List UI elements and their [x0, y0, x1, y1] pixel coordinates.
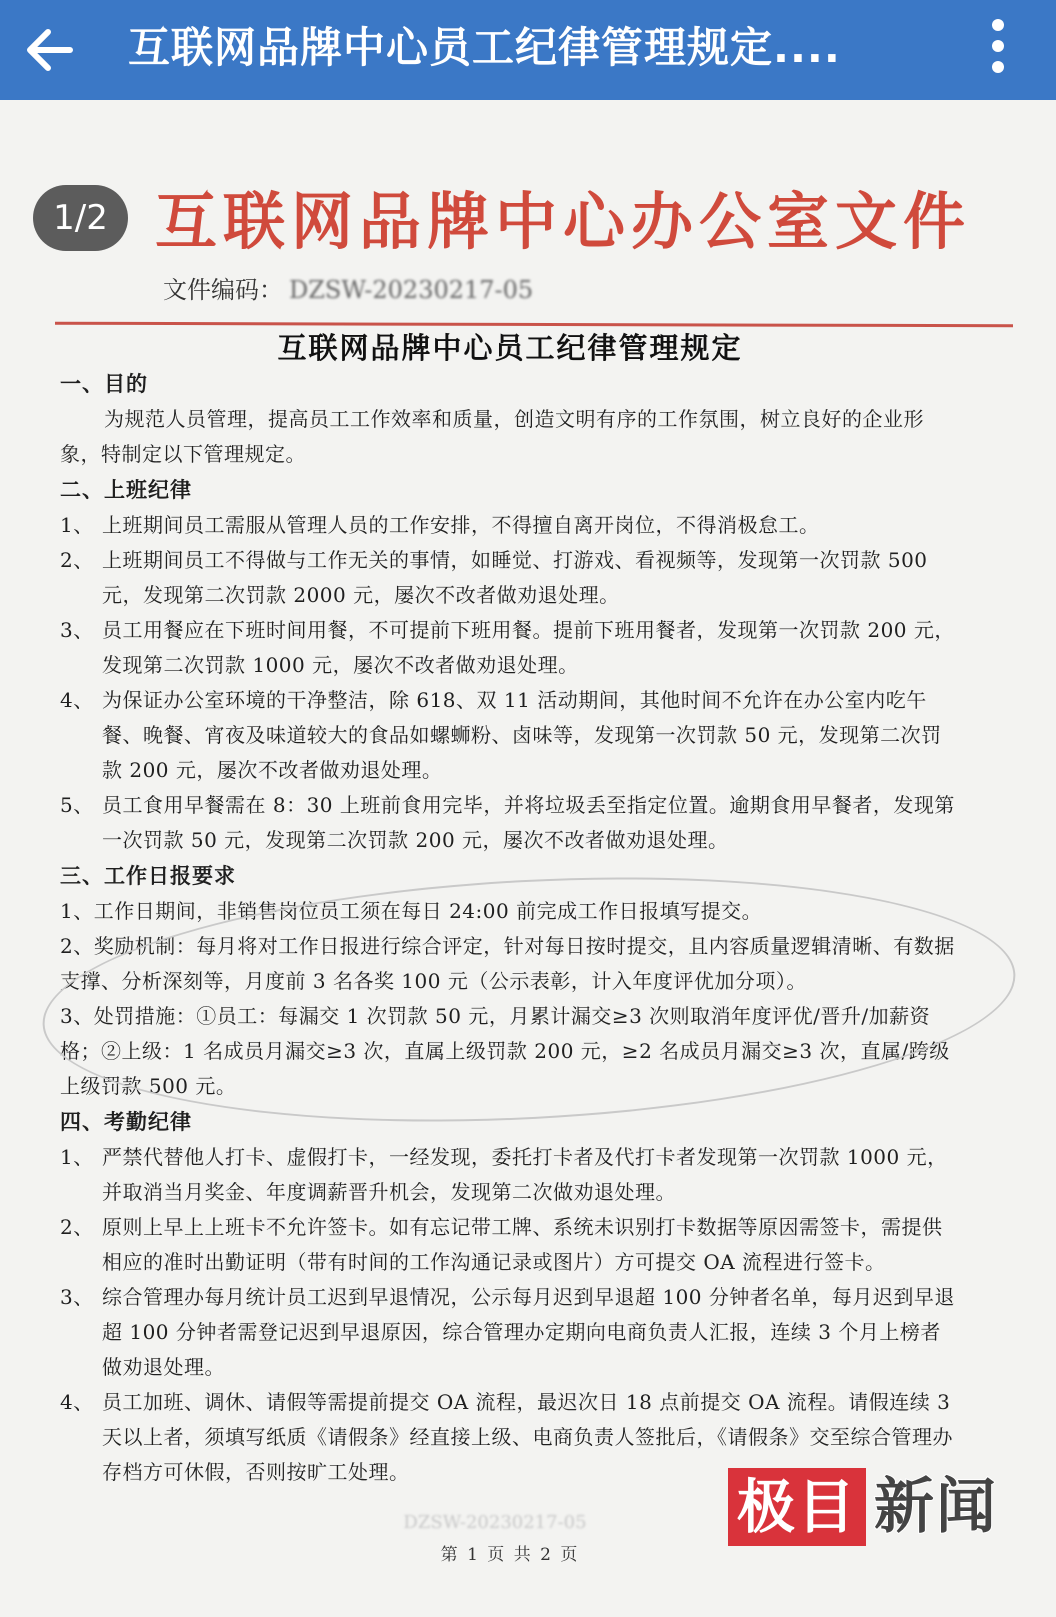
list-item: [60, 788, 960, 858]
item-number: 1、: [60, 513, 94, 537]
document-code-label: 文件编码：: [163, 276, 283, 304]
document-body: [60, 366, 960, 1490]
item-number: 1、: [60, 1145, 94, 1169]
more-options-button[interactable]: [976, 14, 1020, 86]
org-title: 互联网品牌中心办公室文件: [155, 185, 972, 258]
item-number: 3、: [60, 1285, 94, 1309]
item-number: 2、: [60, 548, 94, 572]
item-text: 综合管理办每月统计员工迟到早退情况，公示每月迟到早退超 100 分钟者名单，每月迟到早退超 100 分钟者需登记迟到早退原因，综合管理办定期向电商负责人汇报，连续 3 个月上榜者做劝退处理。: [102, 1285, 955, 1379]
more-vertical-icon: [992, 19, 1004, 31]
item-number: 4、: [60, 688, 94, 712]
watermark-box-text: 极目: [728, 1468, 866, 1546]
section-heading-daily-report: 三、工作日报要求: [60, 863, 236, 888]
item-number: 4、: [60, 1390, 94, 1414]
daily-report-line: 3、处罚措施：①员工：每漏交 1 次罚款 50 元，月累计漏交≥3 次则取消年度评优/晋升/加薪资格；②上级：1 名成员月漏交≥3 次，直属上级罚款 200 元，≥2 名成员月漏交≥3 次，直属/跨级上级罚款 500 元。: [60, 1004, 950, 1098]
watermark-text: 新闻: [874, 1472, 998, 1542]
item-number: 3、: [60, 618, 94, 642]
list-item: [60, 1210, 960, 1280]
item-text: 员工食用早餐需在 8：30 上班前食用完毕，并将垃圾丢至指定位置。逾期食用早餐者，发现第一次罚款 50 元，发现第二次罚款 200 元，屡次不改者做劝退处理。: [102, 793, 955, 852]
item-text: 员工加班、调休、请假等需提前提交 OA 流程，最迟次日 18 点前提交 OA 流程。请假连续 3 天以上者，须填写纸质《请假条》经直接上级、电商负责人签批后，《请假条》交至综合管理办存档方可休假，否则按旷工处理。: [102, 1390, 953, 1484]
back-arrow-icon: [22, 22, 78, 78]
item-text: 上班期间员工需服从管理人员的工作安排，不得擅自离开岗位，不得消极怠工。: [102, 513, 820, 537]
item-text: 为保证办公室环境的干净整洁，除 618、双 11 活动期间，其他时间不允许在办公室内吃午餐、晚餐、宵夜及味道较大的食品如螺蛳粉、卤味等，发现第一次罚款 50 元，发现第二次罚款 200 元，屡次不改者做劝退处理。: [102, 688, 942, 782]
back-button[interactable]: [22, 22, 78, 78]
section-heading-attendance: 四、考勤纪律: [60, 1109, 192, 1134]
page-footer: 第 1 页 共 2 页: [440, 1545, 580, 1565]
footer-faint-code: DZSW-20230217-05: [403, 1512, 587, 1533]
item-text: 上班期间员工不得做与工作无关的事情，如睡觉、打游戏、看视频等，发现第一次罚款 500 元，发现第二次罚款 2000 元，屡次不改者做劝退处理。: [102, 548, 928, 607]
list-item: [60, 613, 960, 683]
item-number: 2、: [60, 1215, 94, 1239]
item-text: 严禁代替他人打卡、虚假打卡，一经发现，委托打卡者及代打卡者发现第一次罚款 1000 元，并取消当月奖金、年度调薪晋升机会，发现第二次做劝退处理。: [102, 1145, 948, 1204]
document-title: 互联网品牌中心员工纪律管理规定: [277, 331, 743, 365]
page-indicator: 1/2: [33, 185, 128, 251]
section-heading-work-discipline: 二、上班纪律: [60, 477, 192, 502]
item-number: 5、: [60, 793, 94, 817]
document-code-value: DZSW-20230217-05: [289, 276, 534, 304]
app-bar: [0, 0, 1056, 100]
daily-report-line: 1、工作日期间，非销售岗位员工须在每日 24:00 前完成工作日报填写提交。: [60, 899, 763, 923]
item-text: 原则上早上上班卡不允许签卡。如有忘记带工牌、系统未识别打卡数据等原因需签卡，需提供相应的准时出勤证明（带有时间的工作沟通记录或图片）方可提交 OA 流程进行签卡。: [102, 1215, 943, 1274]
section-heading-purpose: 一、目的: [60, 371, 148, 396]
daily-report-line: 2、奖励机制：每月将对工作日报进行综合评定，针对每日按时提交，且内容质量逻辑清晰、有数据支撑、分析深刻等，月度前 3 名各奖 100 元（公示表彰，计入年度评优加分项）。: [60, 934, 955, 993]
list-item: [60, 1140, 960, 1210]
news-watermark-logo: [728, 1468, 1028, 1552]
list-item: [60, 683, 960, 788]
section-text-purpose: 为规范人员管理，提高员工工作效率和质量，创造文明有序的工作氛围，树立良好的企业形象，特制定以下管理规定。: [60, 407, 924, 466]
item-text: 员工用餐应在下班时间用餐，不可提前下班用餐。提前下班用餐者，发现第一次罚款 200 元，发现第二次罚款 1000 元，屡次不改者做劝退处理。: [102, 618, 955, 677]
list-item: [60, 543, 960, 613]
list-item: [60, 508, 960, 543]
app-bar-title: 互联网品牌中心员工纪律管理规定....: [128, 23, 841, 72]
document-code: [163, 272, 533, 308]
list-item: [60, 1280, 960, 1385]
